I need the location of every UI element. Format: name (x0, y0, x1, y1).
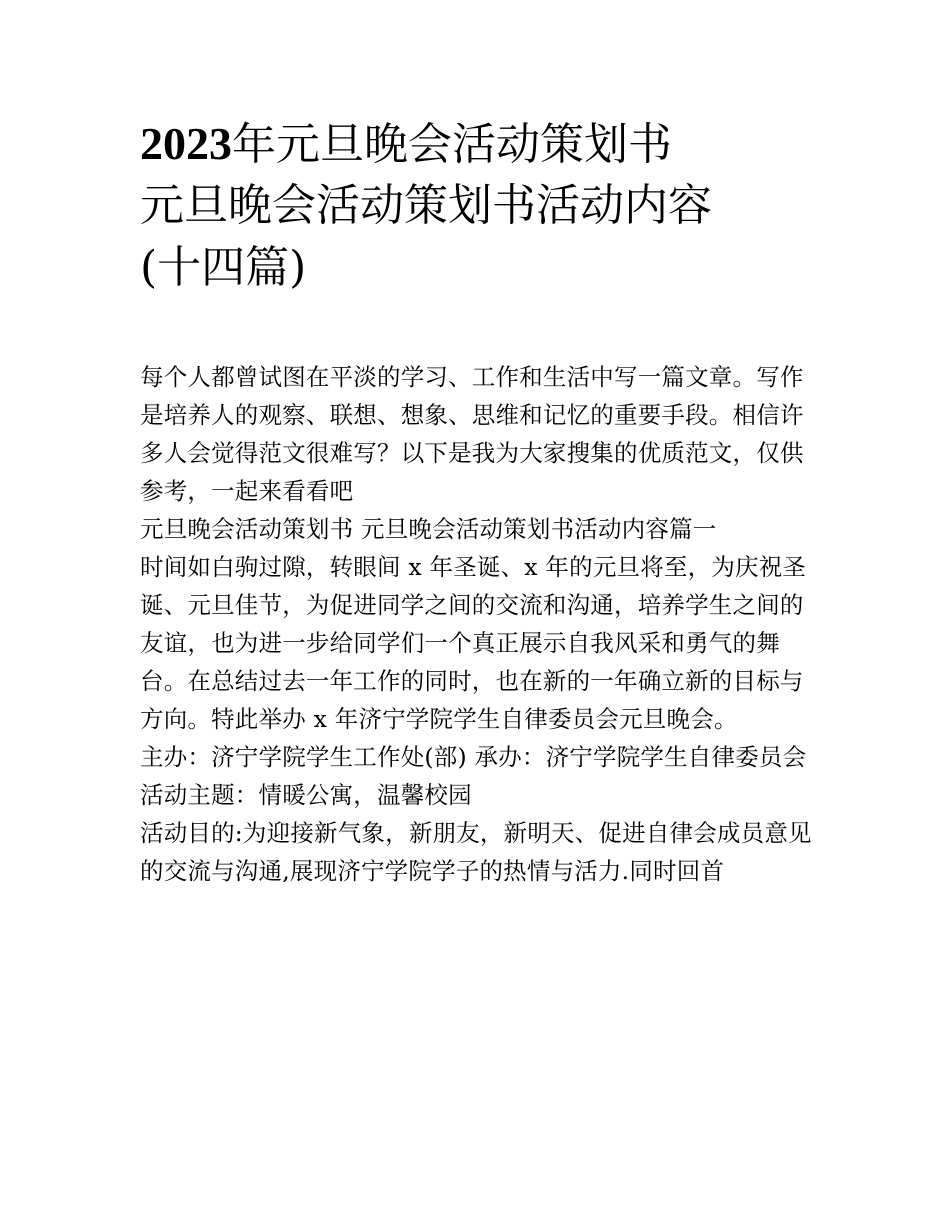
document-title (140, 114, 840, 300)
title-line-1-text: 年元旦晚会活动策划书 (232, 119, 672, 170)
paragraph-intro: 每个人都曾试图在平淡的学习、工作和生活中写一篇文章。写作是培养人的观察、联想、想象、思维和记忆的重要手段。相信许多人会觉得范文很难写？以下是我为大家搜集的优质范文，仅供参考，一起来看看吧 (140, 363, 804, 505)
paragraph-purpose: 活动目的:为迎接新气象，新朋友，新明天、促进自律会成员意见的交流与沟通,展现济宁学院学子的热情与活力.同时回首 (140, 819, 812, 885)
paragraph-organizers: 主办：济宁学院学生工作处(部) 承办：济宁学院学生自律委员会 活动主题：情暖公寓，温馨校园 (140, 743, 807, 809)
title-line-2: 元旦晚会活动策划书活动内容 (140, 180, 712, 231)
paragraph-section-heading: 元旦晚会活动策划书 元旦晚会活动策划书活动内容篇一 (140, 515, 717, 543)
title-year: 2023 (140, 118, 232, 169)
title-line-3: (十四篇) (140, 242, 307, 293)
paragraph-background: 时间如白驹过隙，转眼间 x 年圣诞、x 年的元旦将至，为庆祝圣诞、元旦佳节，为促进同学之间的交流和沟通，培养学生之间的友谊，也为进一步给同学们一个真正展示自我风采和勇气的舞台。在总结过去一年工作的同时，也在新的一年确立新的目标与方向。特此举办 x 年济宁学院学生自律委员会元旦晚会。 (140, 553, 807, 733)
document-body (140, 358, 820, 890)
title-line-1 (140, 114, 840, 176)
